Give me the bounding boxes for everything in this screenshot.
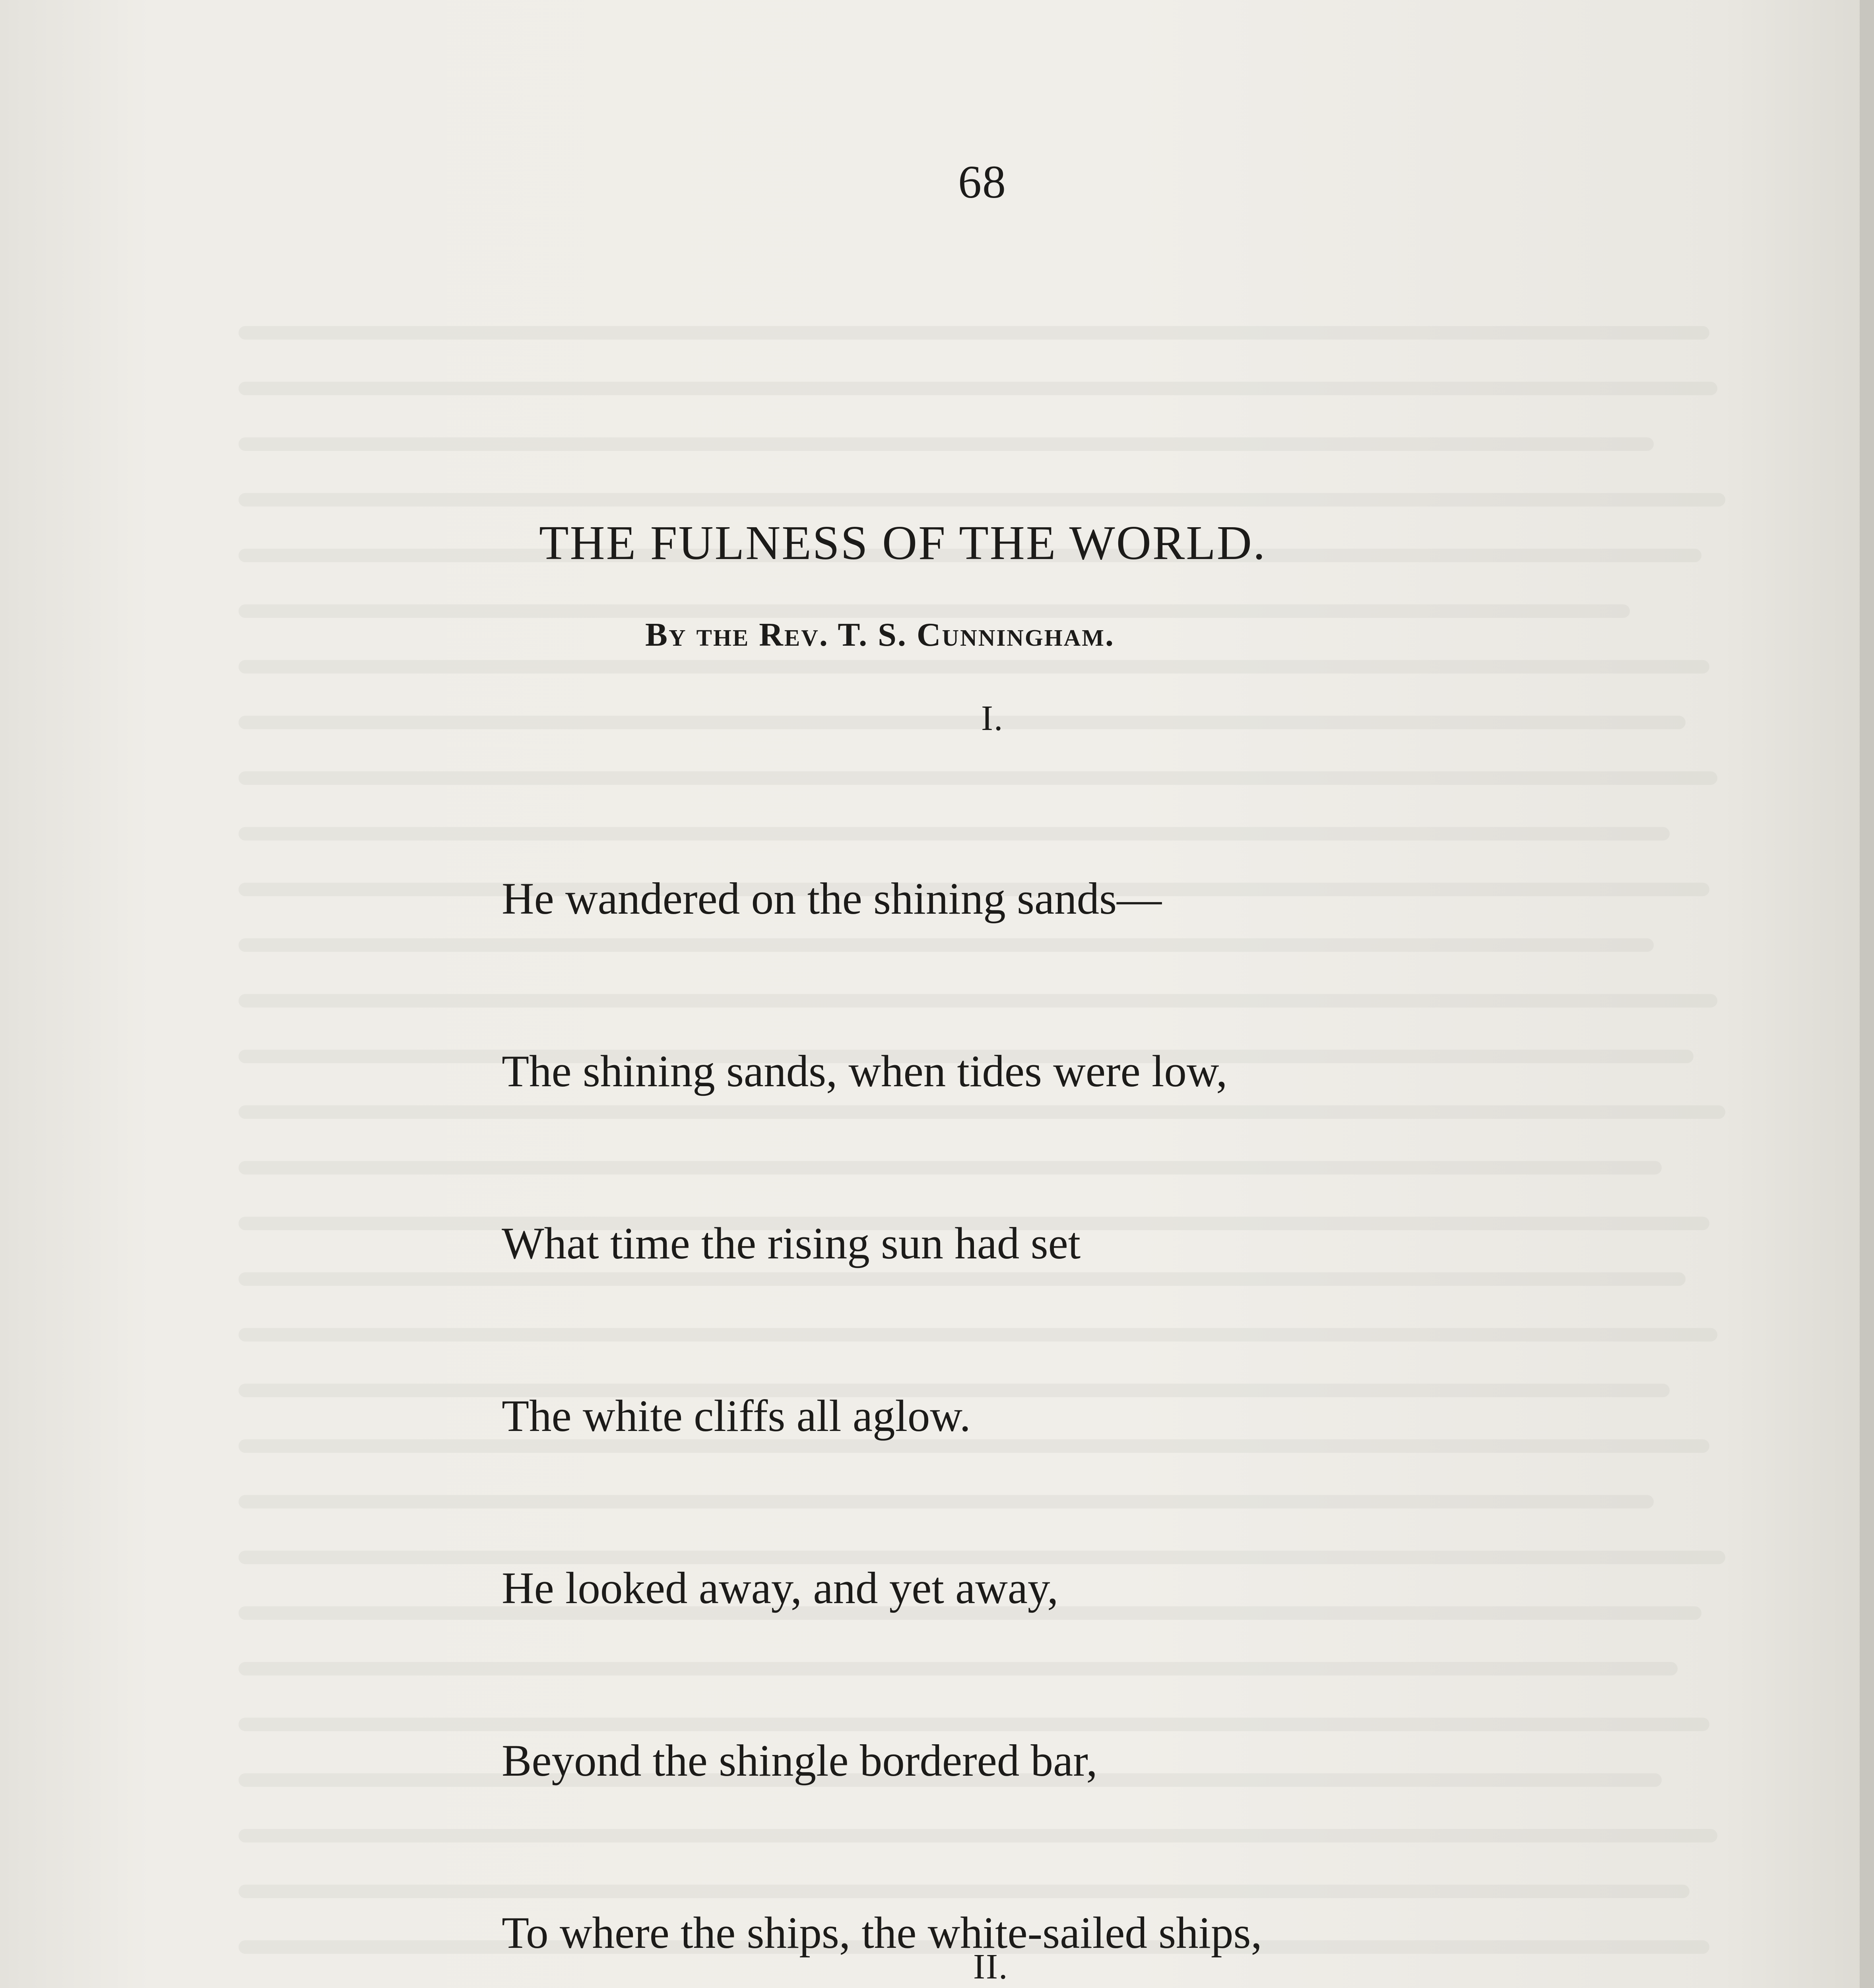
poem-line: The white cliffs all aglow. (502, 1391, 971, 1441)
poem-line: What time the rising sun had set (502, 1219, 1081, 1268)
poem-line: The shining sands, when tides were low, (502, 1046, 1228, 1096)
page-number: 68 (958, 156, 1007, 208)
section-number-1: I. (981, 699, 1004, 738)
section-number-2: II. (973, 1947, 1009, 1986)
page-edge-shadow (1860, 0, 1874, 1988)
bleed-through-line (239, 437, 1654, 451)
bleed-through-line (239, 493, 1725, 507)
bleed-through-line (239, 326, 1709, 340)
bleed-through-line (239, 660, 1709, 674)
poem-line: Beyond the shingle bordered bar, (502, 1736, 1098, 1786)
bleed-through-line (239, 382, 1717, 395)
poem-line: He looked away, and yet away, (502, 1563, 1059, 1613)
bleed-through-line (239, 716, 1686, 729)
poem-line: He wandered on the shining sands— (502, 874, 1162, 924)
stanza-1 (502, 755, 1262, 1988)
poem-line: To where the ships, the white-sailed ships, (502, 1908, 1262, 1958)
poem-byline: By the Rev. T. S. Cunningham. (645, 616, 1115, 653)
poem-title: THE FULNESS OF THE WORLD. (539, 516, 1267, 570)
